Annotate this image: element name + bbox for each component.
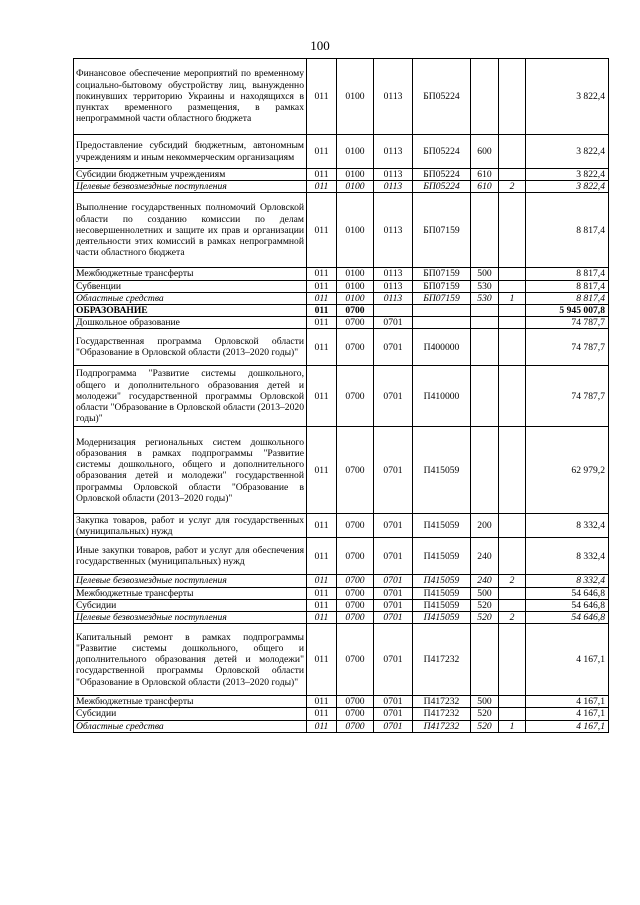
admin-code-cell: 011 bbox=[307, 514, 337, 538]
subsection-code-cell: 0701 bbox=[374, 329, 413, 366]
subsection-code-cell: 0113 bbox=[374, 181, 413, 193]
target-article-cell: П410000 bbox=[413, 366, 471, 427]
source-code-cell bbox=[499, 624, 526, 696]
subsection-code-cell: 0701 bbox=[374, 317, 413, 329]
table-row bbox=[74, 514, 609, 538]
expense-type-cell: 240 bbox=[471, 538, 499, 575]
expense-type-cell: 500 bbox=[471, 268, 499, 280]
target-article-cell: БП05224 bbox=[413, 169, 471, 181]
subsection-code-cell: 0113 bbox=[374, 292, 413, 304]
expense-type-cell: 600 bbox=[471, 135, 499, 169]
expense-type-cell: 520 bbox=[471, 612, 499, 624]
table-row bbox=[74, 193, 609, 268]
admin-code-cell: 011 bbox=[307, 181, 337, 193]
page-number: 100 bbox=[310, 38, 330, 53]
admin-code-cell: 011 bbox=[307, 193, 337, 268]
admin-code-cell: 011 bbox=[307, 292, 337, 304]
source-code-cell: 2 bbox=[499, 181, 526, 193]
row-name-cell: Иные закупки товаров, работ и услуг для обеспечения государственных (муниципальных) нужд bbox=[74, 538, 307, 575]
section-code-cell: 0100 bbox=[337, 268, 374, 280]
expense-type-cell bbox=[471, 624, 499, 696]
admin-code-cell: 011 bbox=[307, 612, 337, 624]
admin-code-cell: 011 bbox=[307, 587, 337, 599]
table-row bbox=[74, 329, 609, 366]
amount-cell: 3 822,4 bbox=[526, 59, 609, 135]
section-code-cell: 0100 bbox=[337, 292, 374, 304]
amount-cell: 54 646,8 bbox=[526, 587, 609, 599]
target-article-cell: БП07159 bbox=[413, 193, 471, 268]
table-row bbox=[74, 317, 609, 329]
section-code-cell: 0700 bbox=[337, 538, 374, 575]
target-article-cell: БП05224 bbox=[413, 135, 471, 169]
row-name-cell: Подпрограмма "Развитие системы дошкольного, общего и дополнительного образования детей и молодежи" государственной программы Орловской области "Образование в Орловской области (2013–2020 годы)" bbox=[74, 366, 307, 427]
target-article-cell: П417232 bbox=[413, 708, 471, 720]
expense-type-cell bbox=[471, 317, 499, 329]
target-article-cell: П415059 bbox=[413, 612, 471, 624]
subsection-code-cell: 0701 bbox=[374, 366, 413, 427]
admin-code-cell: 011 bbox=[307, 135, 337, 169]
table-row bbox=[74, 612, 609, 624]
admin-code-cell: 011 bbox=[307, 317, 337, 329]
subsection-code-cell: 0113 bbox=[374, 169, 413, 181]
expense-type-cell: 200 bbox=[471, 514, 499, 538]
admin-code-cell: 011 bbox=[307, 268, 337, 280]
section-code-cell: 0100 bbox=[337, 181, 374, 193]
source-code-cell: 2 bbox=[499, 575, 526, 587]
source-code-cell bbox=[499, 696, 526, 708]
amount-cell: 3 822,4 bbox=[526, 135, 609, 169]
section-code-cell: 0700 bbox=[337, 427, 374, 514]
source-code-cell bbox=[499, 169, 526, 181]
section-code-cell: 0100 bbox=[337, 280, 374, 292]
amount-cell: 4 167,1 bbox=[526, 708, 609, 720]
source-code-cell bbox=[499, 280, 526, 292]
section-code-cell: 0700 bbox=[337, 624, 374, 696]
source-code-cell bbox=[499, 538, 526, 575]
target-article-cell: П415059 bbox=[413, 514, 471, 538]
source-code-cell bbox=[499, 366, 526, 427]
row-name-cell: Государственная программа Орловской области "Образование в Орловской области (2013–2020 годы)" bbox=[74, 329, 307, 366]
target-article-cell: П417232 bbox=[413, 624, 471, 696]
source-code-cell: 1 bbox=[499, 720, 526, 732]
row-name-cell: Выполнение государственных полномочий Орловской области по созданию комиссии по делам несовершеннолетних и защите их прав и организации деятельности этих комиссий в рамках непрограммной части областного бюджета bbox=[74, 193, 307, 268]
subsection-code-cell: 0113 bbox=[374, 59, 413, 135]
subsection-code-cell: 0113 bbox=[374, 193, 413, 268]
section-code-cell: 0700 bbox=[337, 708, 374, 720]
amount-cell: 8 332,4 bbox=[526, 575, 609, 587]
target-article-cell: БП07159 bbox=[413, 280, 471, 292]
section-code-cell: 0700 bbox=[337, 366, 374, 427]
amount-cell: 4 167,1 bbox=[526, 696, 609, 708]
subsection-code-cell: 0701 bbox=[374, 612, 413, 624]
subsection-code-cell: 0113 bbox=[374, 268, 413, 280]
row-name-cell: Областные средства bbox=[74, 720, 307, 732]
subsection-code-cell: 0701 bbox=[374, 599, 413, 611]
row-name-cell: Капитальный ремонт в рамках подпрограммы "Развитие системы дошкольного, общего и дополнительного образования детей и молодежи" государственной программы Орловской области "Образование в Орловской области (2013–2020 годы)" bbox=[74, 624, 307, 696]
table-row bbox=[74, 135, 609, 169]
amount-cell: 62 979,2 bbox=[526, 427, 609, 514]
subsection-code-cell: 0113 bbox=[374, 280, 413, 292]
admin-code-cell: 011 bbox=[307, 708, 337, 720]
section-code-cell: 0700 bbox=[337, 612, 374, 624]
expense-type-cell: 520 bbox=[471, 708, 499, 720]
section-code-cell: 0700 bbox=[337, 317, 374, 329]
target-article-cell: БП05224 bbox=[413, 181, 471, 193]
amount-cell: 8 332,4 bbox=[526, 538, 609, 575]
section-code-cell: 0700 bbox=[337, 599, 374, 611]
table-row bbox=[74, 696, 609, 708]
amount-cell: 74 787,7 bbox=[526, 366, 609, 427]
table-row bbox=[74, 59, 609, 135]
amount-cell: 8 332,4 bbox=[526, 514, 609, 538]
target-article-cell: БП07159 bbox=[413, 292, 471, 304]
target-article-cell: П415059 bbox=[413, 587, 471, 599]
source-code-cell bbox=[499, 587, 526, 599]
amount-cell: 74 787,7 bbox=[526, 329, 609, 366]
expense-type-cell bbox=[471, 305, 499, 317]
source-code-cell bbox=[499, 329, 526, 366]
source-code-cell: 2 bbox=[499, 612, 526, 624]
expense-type-cell bbox=[471, 427, 499, 514]
expense-type-cell: 240 bbox=[471, 575, 499, 587]
target-article-cell bbox=[413, 305, 471, 317]
expense-type-cell: 500 bbox=[471, 587, 499, 599]
amount-cell: 54 646,8 bbox=[526, 612, 609, 624]
row-name-cell: Дошкольное образование bbox=[74, 317, 307, 329]
expense-type-cell: 530 bbox=[471, 280, 499, 292]
section-code-cell: 0700 bbox=[337, 575, 374, 587]
subsection-code-cell: 0701 bbox=[374, 427, 413, 514]
table-row bbox=[74, 720, 609, 732]
admin-code-cell: 011 bbox=[307, 427, 337, 514]
admin-code-cell: 011 bbox=[307, 575, 337, 587]
admin-code-cell: 011 bbox=[307, 169, 337, 181]
row-name-cell: Субсидии бюджетным учреждениям bbox=[74, 169, 307, 181]
source-code-cell bbox=[499, 427, 526, 514]
amount-cell: 5 945 007,8 bbox=[526, 305, 609, 317]
subsection-code-cell: 0113 bbox=[374, 135, 413, 169]
target-article-cell: П415059 bbox=[413, 538, 471, 575]
expense-type-cell: 530 bbox=[471, 292, 499, 304]
source-code-cell bbox=[499, 514, 526, 538]
amount-cell: 8 817,4 bbox=[526, 193, 609, 268]
source-code-cell: 1 bbox=[499, 292, 526, 304]
row-name-cell: Модернизация региональных систем дошкольного образования в рамках подпрограммы "Развитие системы дошкольного, общего и дополнительного образования детей и молодежи" государственной программы Орловской области "Образование в Орловской области (2013–2020 годы)" bbox=[74, 427, 307, 514]
row-name-cell: Целевые безвозмездные поступления bbox=[74, 612, 307, 624]
table-row bbox=[74, 587, 609, 599]
section-code-cell: 0700 bbox=[337, 514, 374, 538]
admin-code-cell: 011 bbox=[307, 538, 337, 575]
admin-code-cell: 011 bbox=[307, 720, 337, 732]
target-article-cell: П400000 bbox=[413, 329, 471, 366]
table-row bbox=[74, 575, 609, 587]
source-code-cell bbox=[499, 135, 526, 169]
amount-cell: 8 817,4 bbox=[526, 268, 609, 280]
target-article-cell: П415059 bbox=[413, 575, 471, 587]
table-row bbox=[74, 169, 609, 181]
admin-code-cell: 011 bbox=[307, 329, 337, 366]
expense-type-cell bbox=[471, 193, 499, 268]
subsection-code-cell bbox=[374, 305, 413, 317]
section-code-cell: 0100 bbox=[337, 169, 374, 181]
table-row bbox=[74, 624, 609, 696]
row-name-cell: Целевые безвозмездные поступления bbox=[74, 181, 307, 193]
amount-cell: 8 817,4 bbox=[526, 280, 609, 292]
target-article-cell bbox=[413, 317, 471, 329]
section-code-cell: 0700 bbox=[337, 696, 374, 708]
budget-table-body bbox=[74, 59, 609, 733]
section-code-cell: 0100 bbox=[337, 59, 374, 135]
subsection-code-cell: 0701 bbox=[374, 538, 413, 575]
row-name-cell: ОБРАЗОВАНИЕ bbox=[74, 305, 307, 317]
subsection-code-cell: 0701 bbox=[374, 587, 413, 599]
source-code-cell bbox=[499, 59, 526, 135]
admin-code-cell: 011 bbox=[307, 366, 337, 427]
table-row bbox=[74, 708, 609, 720]
table-row bbox=[74, 280, 609, 292]
amount-cell: 3 822,4 bbox=[526, 169, 609, 181]
subsection-code-cell: 0701 bbox=[374, 720, 413, 732]
target-article-cell: П417232 bbox=[413, 696, 471, 708]
table-row bbox=[74, 366, 609, 427]
source-code-cell bbox=[499, 268, 526, 280]
amount-cell: 4 167,1 bbox=[526, 624, 609, 696]
section-code-cell: 0700 bbox=[337, 720, 374, 732]
target-article-cell: П417232 bbox=[413, 720, 471, 732]
section-code-cell: 0700 bbox=[337, 587, 374, 599]
expense-type-cell bbox=[471, 366, 499, 427]
admin-code-cell: 011 bbox=[307, 280, 337, 292]
amount-cell: 3 822,4 bbox=[526, 181, 609, 193]
amount-cell: 4 167,1 bbox=[526, 720, 609, 732]
section-code-cell: 0100 bbox=[337, 135, 374, 169]
admin-code-cell: 011 bbox=[307, 624, 337, 696]
row-name-cell: Межбюджетные трансферты bbox=[74, 587, 307, 599]
admin-code-cell: 011 bbox=[307, 305, 337, 317]
amount-cell: 8 817,4 bbox=[526, 292, 609, 304]
table-row bbox=[74, 538, 609, 575]
table-row bbox=[74, 181, 609, 193]
row-name-cell: Областные средства bbox=[74, 292, 307, 304]
target-article-cell: П415059 bbox=[413, 427, 471, 514]
target-article-cell: БП05224 bbox=[413, 59, 471, 135]
source-code-cell bbox=[499, 317, 526, 329]
section-code-cell: 0100 bbox=[337, 193, 374, 268]
table-row bbox=[74, 599, 609, 611]
expense-type-cell: 500 bbox=[471, 696, 499, 708]
row-name-cell: Целевые безвозмездные поступления bbox=[74, 575, 307, 587]
subsection-code-cell: 0701 bbox=[374, 514, 413, 538]
admin-code-cell: 011 bbox=[307, 59, 337, 135]
section-code-cell: 0700 bbox=[337, 329, 374, 366]
expense-type-cell: 520 bbox=[471, 720, 499, 732]
expense-type-cell bbox=[471, 59, 499, 135]
table-row bbox=[74, 268, 609, 280]
row-name-cell: Межбюджетные трансферты bbox=[74, 696, 307, 708]
amount-cell: 74 787,7 bbox=[526, 317, 609, 329]
row-name-cell: Межбюджетные трансферты bbox=[74, 268, 307, 280]
section-code-cell: 0700 bbox=[337, 305, 374, 317]
row-name-cell: Субвенции bbox=[74, 280, 307, 292]
row-name-cell: Субсидии bbox=[74, 599, 307, 611]
expense-type-cell bbox=[471, 329, 499, 366]
table-row bbox=[74, 305, 609, 317]
subsection-code-cell: 0701 bbox=[374, 708, 413, 720]
subsection-code-cell: 0701 bbox=[374, 624, 413, 696]
expense-type-cell: 610 bbox=[471, 181, 499, 193]
subsection-code-cell: 0701 bbox=[374, 575, 413, 587]
table-row bbox=[74, 292, 609, 304]
table-row bbox=[74, 427, 609, 514]
row-name-cell: Субсидии bbox=[74, 708, 307, 720]
subsection-code-cell: 0701 bbox=[374, 696, 413, 708]
target-article-cell: БП07159 bbox=[413, 268, 471, 280]
source-code-cell bbox=[499, 599, 526, 611]
row-name-cell: Закупка товаров, работ и услуг для государственных (муниципальных) нужд bbox=[74, 514, 307, 538]
source-code-cell bbox=[499, 708, 526, 720]
row-name-cell: Предоставление субсидий бюджетным, автономным учреждениям и иным некоммерческим организациям bbox=[74, 135, 307, 169]
source-code-cell bbox=[499, 305, 526, 317]
expense-type-cell: 610 bbox=[471, 169, 499, 181]
expense-type-cell: 520 bbox=[471, 599, 499, 611]
source-code-cell bbox=[499, 193, 526, 268]
amount-cell: 54 646,8 bbox=[526, 599, 609, 611]
budget-table bbox=[73, 58, 609, 733]
row-name-cell: Финансовое обеспечение мероприятий по временному социально-бытовому обустройству лиц, вынужденно покинувших территорию Украины и находящихся в пунктах временного размещения, в рамках непрограммной части областного бюджета bbox=[74, 59, 307, 135]
admin-code-cell: 011 bbox=[307, 696, 337, 708]
admin-code-cell: 011 bbox=[307, 599, 337, 611]
target-article-cell: П415059 bbox=[413, 599, 471, 611]
